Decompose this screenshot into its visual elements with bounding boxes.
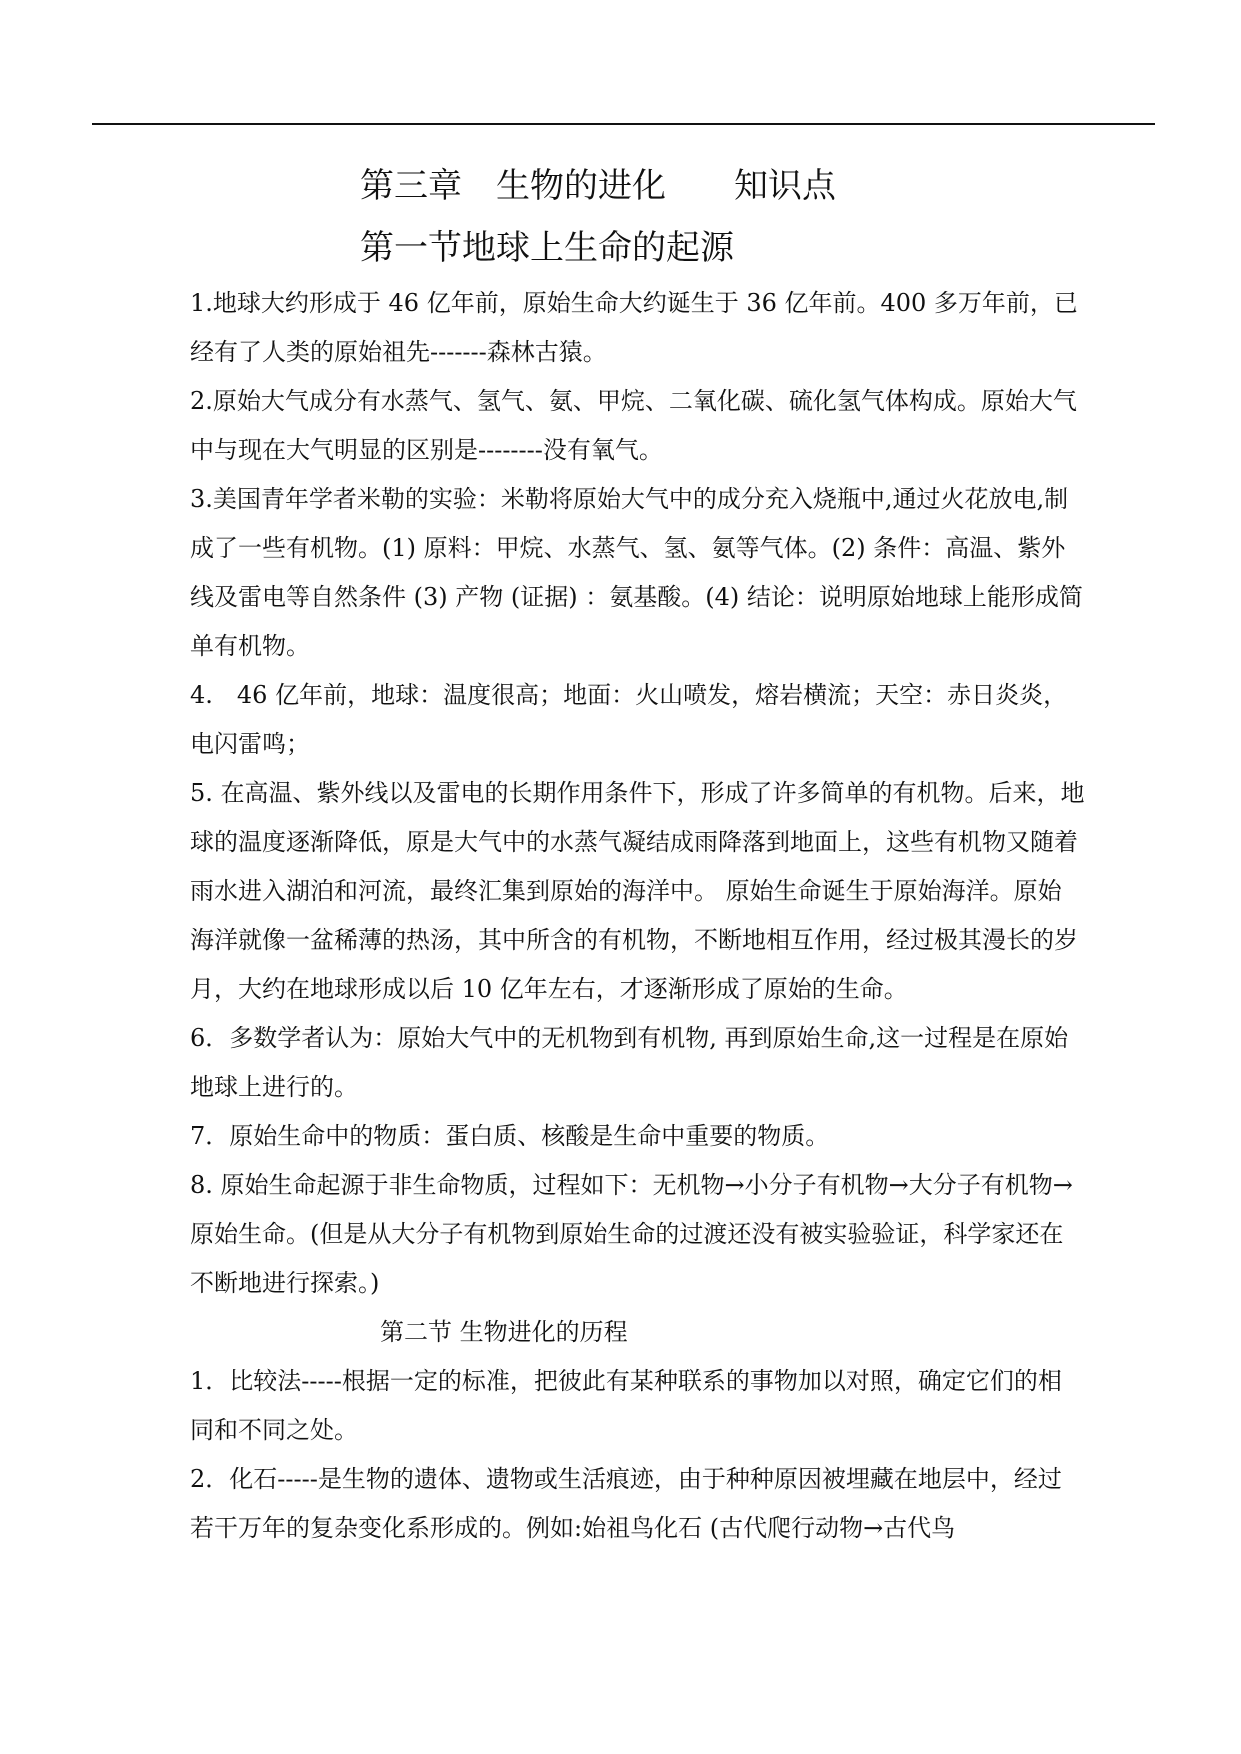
section-1-point-2: 2.原始大气成分有水蒸气、氢气、氨、甲烷、二氧化碳、硫化氢气体构成。原始大气中与现在大气明显的区别是--------没有氧气。	[190, 387, 1077, 464]
section-1-point-1: 1.地球大约形成于 46 亿年前，原始生命大约诞生于 36 亿年前。400 多万年前，已经有了人类的原始祖先-------森林古猿。	[190, 289, 1078, 366]
section-1-point-4: 4. 46 亿年前，地球：温度很高；地面：火山喷发，熔岩横流；天空：赤日炎炎，电闪雷鸣；	[190, 681, 1068, 758]
section-1-point-5: 5. 在高温、紫外线以及雷电的长期作用条件下，形成了许多简单的有机物。后来，地球的温度逐渐降低，原是大气中的水蒸气凝结成雨降落到地面上，这些有机物又随着雨水进入湖泊和河流，最终汇集到原始的海洋中。 原始生命诞生于原始海洋。原始海洋就像一盆稀薄的热汤，其中所含的有机物，不断地相互作用，经过极其漫长的岁月，大约在地球形成以后 10 亿年左右，才逐渐形成了原始的生命。	[190, 779, 1085, 1003]
section-2-title: 第二节 生物进化的历程	[380, 1318, 628, 1346]
document-body	[190, 155, 1085, 1553]
section-1-title: 第一节地球上生命的起源	[360, 228, 734, 268]
section-1-point-3: 3.美国青年学者米勒的实验：米勒将原始大气中的成分充入烧瓶中,通过火花放电,制成了一些有机物。(1) 原料：甲烷、水蒸气、氢、氨等气体。(2) 条件：高温、紫外线及雷电等自然条件 (3) 产物 (证据) ：氨基酸。(4) 结论：说明原始地球上能形成简单有机物。	[190, 485, 1083, 660]
section-2-point-2: 2．化石-----是生物的遗体、遗物或生活痕迹，由于种种原因被埋藏在地层中，经过若干万年的复杂变化系形成的。例如:始祖鸟化石 (古代爬行动物→古代鸟	[190, 1465, 1062, 1542]
section-1-point-7: 7．原始生命中的物质：蛋白质、核酸是生命中重要的物质。	[190, 1122, 830, 1150]
chapter-title: 第三章 生物的进化 知识点	[360, 166, 836, 206]
section-1-point-6: 6．多数学者认为：原始大气中的无机物到有机物, 再到原始生命,这一过程是在原始地球上进行的。	[190, 1024, 1069, 1101]
header-rule	[92, 123, 1155, 125]
section-2-point-1: 1．比较法-----根据一定的标准，把彼此有某种联系的事物加以对照，确定它们的相同和不同之处。	[190, 1367, 1062, 1444]
section-1-point-8: 8. 原始生命起源于非生命物质，过程如下：无机物→小分子有机物→大分子有机物→原始生命。(但是从大分子有机物到原始生命的过渡还没有被实验验证，科学家还在不断地进行探索。)	[190, 1171, 1073, 1297]
